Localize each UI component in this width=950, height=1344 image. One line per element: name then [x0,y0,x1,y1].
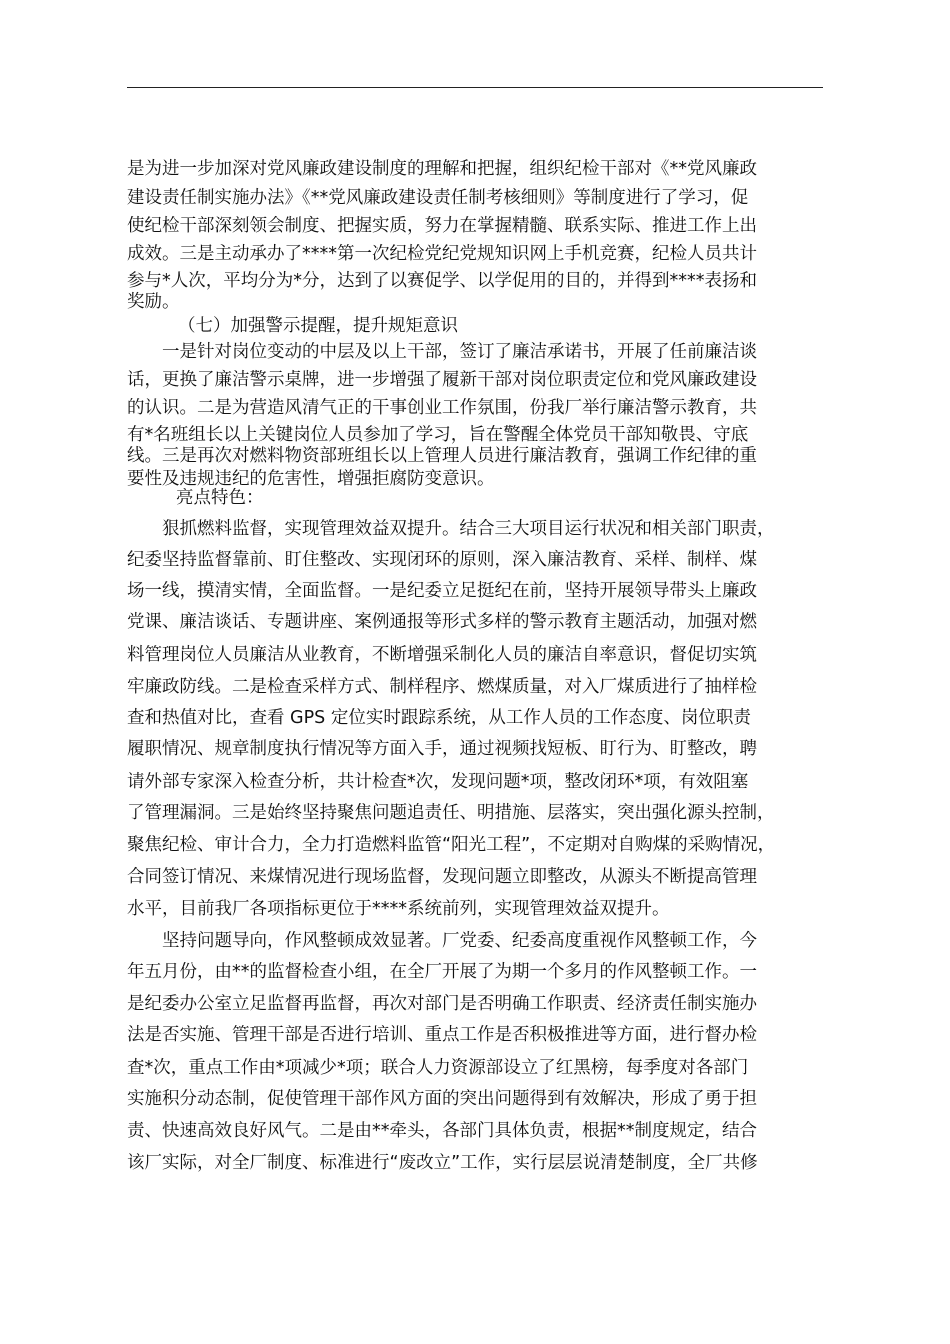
text-line: 聚焦纪检、审计合力，全力打造燃料监管“阳光工程”，不定期对自购煤的采购情况， [127,835,776,855]
text-line: 履职情况、规章制度执行情况等方面入手，通过视频找短板、盯行为、盯整改，聘 [127,739,757,759]
text-line: 年五月份，由**的监督检查小组，在全厂开展了为期一个多月的作风整顿工作。一 [127,962,757,982]
text-line: 查*次，重点工作由*项减少*项；联合人力资源部设立了红黑榜，每季度对各部门 [127,1058,749,1078]
text-line: 场一线，摸清实情，全面监督。一是纪委立足挺纪在前，坚持开展领导带头上廉政 [127,581,757,601]
text-line: 实施积分动态制，促使管理干部作风方面的突出问题得到有效解决，形成了勇于担 [127,1089,757,1109]
header-rule [127,87,823,88]
text-line: 成效。三是主动承办了****第一次纪检党纪党规知识网上手机竞赛，纪检人员共计 [127,244,757,264]
text-line: 坚持问题导向，作风整顿成效显著。厂党委、纪委高度重视作风整顿工作，今 [162,931,757,951]
text-line: 法是否实施、管理干部是否进行培训、重点工作是否积极推进等方面，进行督办检 [127,1025,757,1045]
text-line: 责、快速高效良好风气。二是由**牵头，各部门具体负责，根据**制度规定，结合 [127,1121,757,1141]
text-line: 奖励。 [127,292,180,312]
section-heading: （七）加强警示提醒，提升规矩意识 [178,316,458,336]
text-line: 料管理岗位人员廉洁从业教育，不断增强采制化人员的廉洁自率意识，督促切实筑 [127,645,757,665]
text-line: 使纪检干部深刻领会制度、把握实质，努力在掌握精髓、联系实际、推进工作上出 [127,216,757,236]
text-line: 请外部专家深入检查分析，共计检查*次，发现问题*项，整改闭环*项，有效阻塞 [127,772,749,792]
text-line: 建设责任制实施办法》《**党风廉政建设责任制考核细则》等制度进行了学习，促 [127,188,749,208]
text-line: 党课、廉洁谈话、专题讲座、案例通报等形式多样的警示教育主题活动，加强对燃 [127,612,757,632]
text-line: 要性及违规违纪的危害性，增强拒腐防变意识。 [127,469,495,489]
text-line: 合同签订情况、来煤情况进行现场监督，发现问题立即整改，从源头不断提高管理 [127,867,757,887]
text-line: 是为进一步加深对党风廉政建设制度的理解和把握，组织纪检干部对《**党风廉政 [127,159,757,179]
text-line: 狠抓燃料监督，实现管理效益双提升。结合三大项目运行状况和相关部门职责， [162,519,775,539]
text-line: 牢廉政防线。二是检查采样方式、制样程序、燃煤质量，对入厂煤质进行了抽样检 [127,677,757,697]
text-line: 了管理漏洞。三是始终坚持聚焦问题追责任、明措施、层落实，突出强化源头控制， [127,803,775,823]
subheading: 亮点特色： [176,488,264,508]
text-line: 查和热值对比，查看 GPS 定位实时跟踪系统，从工作人员的工作态度、岗位职责 [127,708,751,728]
text-line: 该厂实际，对全厂制度、标准进行“废改立”工作，实行层层说清楚制度，全厂共修 [127,1153,758,1173]
text-line: 水平，目前我厂各项指标更位于****系统前列，实现管理效益双提升。 [127,899,670,919]
text-line: 是纪委办公室立足监督再监督，再次对部门是否明确工作职责、经济责任制实施办 [127,994,757,1014]
text-line: 一是针对岗位变动的中层及以上干部，签订了廉洁承诺书，开展了任前廉洁谈 [162,342,757,362]
text-line: 纪委坚持监督靠前、盯住整改、实现闭环的原则，深入廉洁教育、采样、制样、煤 [127,550,757,570]
text-line: 话，更换了廉洁警示桌牌，进一步增强了履新干部对岗位职责定位和党风廉政建设 [127,370,757,390]
text-line: 有*名班组长以上关键岗位人员参加了学习，旨在警醒全体党员干部知敬畏、守底 [127,425,749,445]
text-line: 的认识。二是为营造风清气正的干事创业工作氛围，份我厂举行廉洁警示教育，共 [127,398,757,418]
text-line: 线。三是再次对燃料物资部班组长以上管理人员进行廉洁教育，强调工作纪律的重 [127,446,757,466]
text-line: 参与*人次，平均分为*分，达到了以赛促学、以学促用的目的，并得到****表扬和 [127,271,757,291]
